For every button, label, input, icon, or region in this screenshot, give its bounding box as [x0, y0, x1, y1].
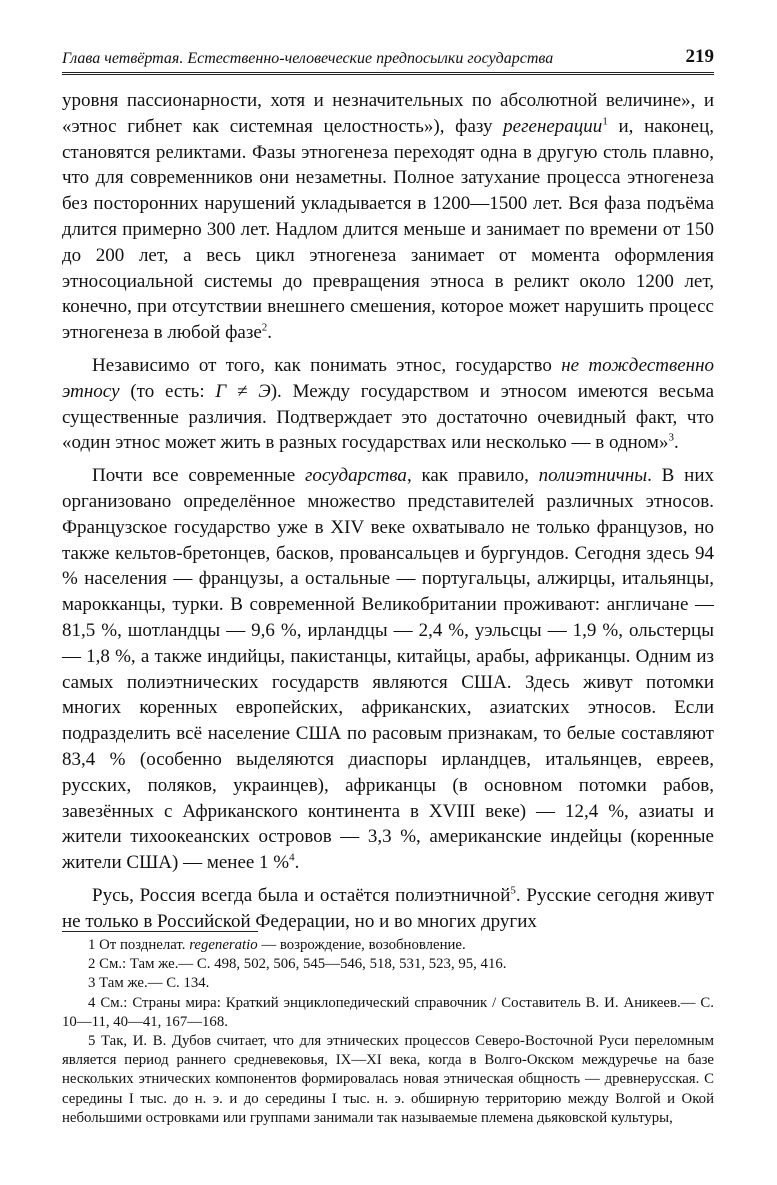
text-run: регенерации	[503, 115, 603, 137]
text-run: Почти все современные	[92, 465, 305, 487]
footnote-ref: 5	[510, 884, 516, 897]
footnote-ref: 4	[289, 851, 295, 864]
text-run: не тождественно этносу	[62, 354, 715, 402]
page-number: 219	[685, 46, 714, 67]
main-text	[62, 88, 714, 942]
footnote-ref: 1	[602, 115, 608, 128]
text-run: .	[267, 322, 273, 344]
footnote	[62, 994, 714, 1032]
footnote-ref: 2	[261, 321, 268, 334]
text-run: полиэтничны	[538, 465, 648, 487]
chapter-title: Глава четвёртая. Естественно-человеческие предпосылки государства	[62, 50, 554, 67]
text-run: , как правило,	[406, 465, 539, 487]
footnote-ref: 3	[668, 432, 674, 445]
text-run: уровня пассионарности, хотя и незначительных по абсолютной величине», и «этнос гибнет как системная целостность»), фазу	[62, 90, 714, 137]
text-run: regeneratio	[189, 937, 258, 953]
text-run: . Русские сегодня живут не только в Российской Федерации, но и во многих других	[62, 884, 714, 932]
footnotes	[62, 936, 714, 1128]
paragraph	[62, 883, 714, 935]
text-run: Независимо от того, как понимать этнос, государство	[92, 354, 562, 376]
footnote	[62, 936, 714, 955]
text-run: и, наконец, становятся реликтами. Фазы этногенеза переходят одна в другую столь плавно, что для современников они незаметны. Полное затухание процесса этногенеза без посторонних нарушений укладывается в 1200—1500 лет. Вся фаза подъёма длится примерно 300 лет. Надлом длится меньше и занимает по времени от 150 до 200 лет, а весь цикл этногенеза занимает от момента оформления этносоциальной системы до превращения этноса в реликт около 1200 лет, конечно, при отсутствии внешнего смешения, которое может нарушить процесс этногенеза в любой фазе	[62, 115, 714, 344]
footnote-divider	[62, 931, 258, 932]
text-run: .	[673, 432, 679, 454]
text-run: 2 См.: Там же.— С. 498, 502, 506, 545—546, 518, 531, 523, 95, 416.	[88, 956, 507, 973]
text-run: . В них организовано определённое множество представителей различных этносов. Французское государство уже в XIV веке охватывало не только французов, но также кельтов-бретонцев, басков, провансальцев и бургундов. Сегодня здесь 94 % населения — французы, а остальные — португальцы, алжирцы, итальянцы, марокканцы, турки. В современной Великобритании проживают: англичане — 81,5 %, шотландцы — 9,6 %, ирландцы — 2,4 %, уэльсцы — 1,9 %, ольстерцы — 1,8 %, а также индийцы, пакистанцы, китайцы, арабы, африканцы. Одним из самых полиэтнических государств являются США. Здесь живут потомки многих коренных европейских, африканских, азиатских этносов. Если подразделить всё население США по расовым признакам, то белые составляют 83,4 % (особенно выделяются диаспоры ирландцев, итальянцев, евреев, русских, поляков, украинцев), африканцы (в основном потомки рабов, завезённых с Африканского континента в XVIII веке) — 12,4 %, азиаты и жители тихоокеанских островов — 3,3 %, американские индейцы (коренные жители США) — менее 1 %	[62, 465, 714, 874]
text-run: Русь, Россия всегда была и остаётся полиэтничной	[92, 884, 511, 906]
paragraph	[62, 463, 714, 876]
footnote	[62, 974, 714, 993]
text-run: 1 От позднелат.	[88, 937, 190, 953]
text-run: — возрождение, возобновление.	[257, 937, 466, 953]
paragraph	[62, 353, 714, 456]
footnote	[62, 955, 714, 974]
text-run: ). Между государством и этносом имеются весьма существенные различия. Подтверждает это достаточно очевидный факт, что «один этнос может жить в разных государствах или несколько — в одном»	[62, 380, 714, 454]
running-header	[62, 44, 714, 75]
text-run: 3 Там же.— С. 134.	[88, 975, 210, 992]
text-run: государства	[304, 465, 407, 487]
text-run: 5 Так, И. В. Дубов считает, что для этнических процессов Северо-Восточной Руси переломным является период раннего средневековья, IX—XI века, когда в Волго-Окском междуречье на базе нескольких этнических компонентов формировалась новая этническая общность — древнерусская. С середины I тыс. до н. э. и до середины I тыс. н. э. обширную территорию между Волгой и Окой небольшими островками или группами занимали так называемые племена дьяковской культуры,	[62, 1033, 714, 1126]
footnote	[62, 1032, 714, 1128]
text-run: 4 См.: Страны мира: Краткий энциклопедический справочник / Составитель В. И. Аникеев.— С. 10—11, 40—41, 167—168.	[62, 994, 714, 1030]
paragraph	[62, 88, 714, 346]
text-run: .	[294, 852, 300, 874]
text-run: (то есть:	[119, 380, 216, 402]
text-run: Г ≠ Э	[215, 380, 271, 402]
